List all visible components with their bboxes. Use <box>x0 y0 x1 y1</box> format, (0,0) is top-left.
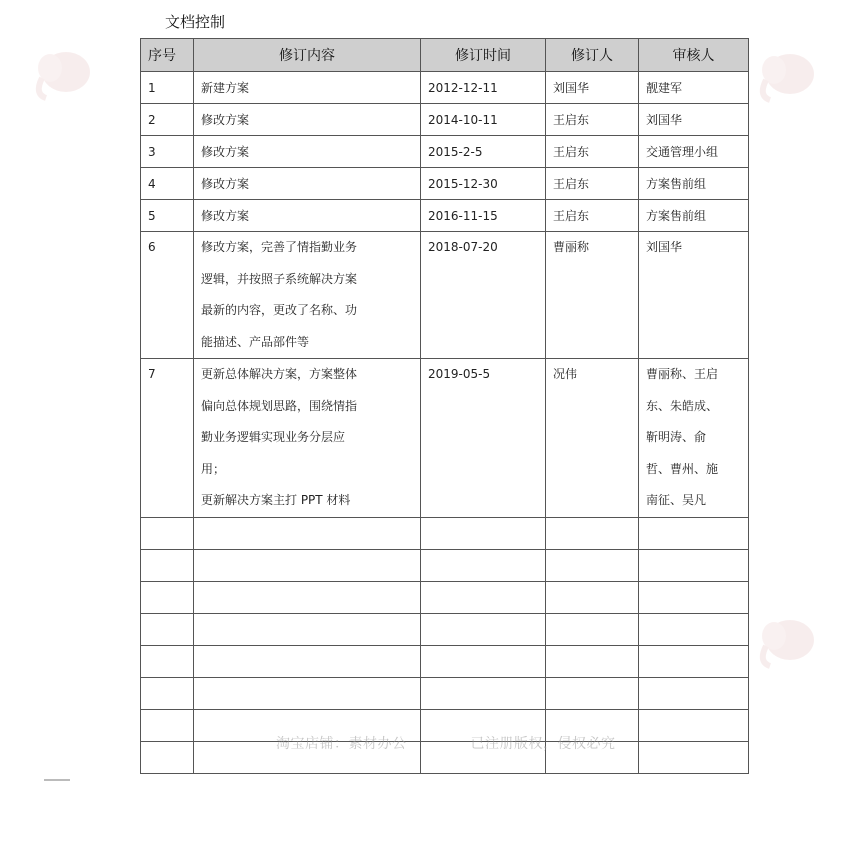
empty-cell <box>546 517 639 549</box>
section-title: 文档控制 <box>165 13 226 31</box>
empty-table-row <box>141 549 749 581</box>
empty-cell <box>141 709 194 741</box>
cell-reviewer <box>639 359 749 518</box>
empty-table-row <box>141 517 749 549</box>
cell-reviewer <box>639 200 749 232</box>
header-no: 序号 <box>141 39 194 72</box>
empty-cell <box>639 517 749 549</box>
cell-content-line: 逻辑，并按照子系统解决方案 <box>201 271 358 286</box>
cell-reviewer <box>639 104 749 136</box>
empty-cell <box>639 613 749 645</box>
elephant-watermark-icon <box>752 606 822 676</box>
empty-cell <box>546 677 639 709</box>
cell-content-line: 修改方案 <box>201 177 250 191</box>
watermark-text <box>276 733 616 753</box>
cell-content <box>194 200 421 232</box>
elephant-watermark-icon <box>28 38 98 108</box>
elephant-watermark-icon <box>752 40 822 110</box>
cell-content-line: 修改方案，完善了情指勤业务 <box>201 240 358 254</box>
empty-cell <box>194 581 421 613</box>
empty-table-row <box>141 613 749 645</box>
cell-reviewer-line: 东、朱皓成、 <box>646 398 719 413</box>
header-reviewer: 审核人 <box>639 39 749 72</box>
cell-no: 5 <box>141 200 194 232</box>
cell-content <box>194 136 421 168</box>
empty-cell <box>639 677 749 709</box>
table-row <box>141 104 749 136</box>
empty-cell <box>194 549 421 581</box>
cell-no: 7 <box>141 359 194 518</box>
cell-reviewer <box>639 232 749 359</box>
cell-date: 2015-12-30 <box>421 168 546 200</box>
table-row <box>141 359 749 518</box>
empty-cell <box>639 645 749 677</box>
empty-cell <box>141 517 194 549</box>
header-date: 修订时间 <box>421 39 546 72</box>
empty-cell <box>421 581 546 613</box>
empty-cell <box>639 581 749 613</box>
empty-cell <box>546 581 639 613</box>
cell-reviser: 曹丽称 <box>546 232 639 359</box>
watermark-shop: 淘宝店铺：素材办公 <box>276 736 407 752</box>
empty-cell <box>141 645 194 677</box>
cell-reviser: 况伟 <box>546 359 639 518</box>
cell-content-line: 更新总体解决方案，方案整体 <box>201 367 358 381</box>
cell-date: 2015-2-5 <box>421 136 546 168</box>
table-row <box>141 232 749 359</box>
empty-cell <box>421 613 546 645</box>
table-row <box>141 136 749 168</box>
cell-content-line: 勤业务逻辑实现业务分层应 <box>201 430 346 444</box>
cell-content-line: 用； <box>201 461 226 476</box>
cell-content-line: 能描述、产品部件等 <box>201 334 310 349</box>
cell-no: 2 <box>141 104 194 136</box>
cell-content <box>194 72 421 104</box>
cell-content <box>194 232 421 359</box>
cell-date: 2016-11-15 <box>421 200 546 232</box>
cell-reviewer <box>639 72 749 104</box>
empty-cell <box>421 549 546 581</box>
empty-table-row <box>141 581 749 613</box>
cell-no: 4 <box>141 168 194 200</box>
cell-reviser: 王启东 <box>546 104 639 136</box>
table-header-row <box>141 39 749 72</box>
cell-no: 6 <box>141 232 194 359</box>
empty-cell <box>546 645 639 677</box>
empty-cell <box>141 741 194 773</box>
cell-date: 2019-05-5 <box>421 359 546 518</box>
empty-table-row <box>141 677 749 709</box>
cell-content-line: 偏向总体规划思路，围绕情指 <box>201 398 358 413</box>
empty-cell <box>194 645 421 677</box>
empty-cell <box>141 613 194 645</box>
cell-content <box>194 168 421 200</box>
cell-reviewer-line: 曹丽称、王启 <box>646 367 719 381</box>
cell-reviewer <box>639 168 749 200</box>
cell-reviewer <box>639 136 749 168</box>
table-row <box>141 72 749 104</box>
cell-reviser: 王启东 <box>546 136 639 168</box>
empty-cell <box>421 677 546 709</box>
empty-cell <box>421 645 546 677</box>
empty-cell <box>194 613 421 645</box>
table-row <box>141 200 749 232</box>
empty-cell <box>141 581 194 613</box>
cell-reviewer-line: 方案售前组 <box>646 209 707 223</box>
cell-reviewer-line: 方案售前组 <box>646 177 707 191</box>
cell-content-line: 修改方案 <box>201 145 250 159</box>
cell-no: 1 <box>141 72 194 104</box>
empty-table-row <box>141 645 749 677</box>
cell-reviser: 王启东 <box>546 168 639 200</box>
header-reviser: 修订人 <box>546 39 639 72</box>
cell-content-line: 修改方案 <box>201 113 250 127</box>
table-row <box>141 168 749 200</box>
cell-reviewer-line: 交通管理小组 <box>646 145 719 159</box>
empty-cell <box>141 677 194 709</box>
empty-cell <box>194 517 421 549</box>
cell-content-line: 最新的内容，更改了名称、功 <box>201 303 358 317</box>
table-body <box>141 72 749 774</box>
cell-reviewer-line: 刘国华 <box>646 113 683 127</box>
cell-date: 2014-10-11 <box>421 104 546 136</box>
cell-content-line: 修改方案 <box>201 209 250 223</box>
cell-reviewer-line: 靓建军 <box>646 81 683 95</box>
empty-cell <box>141 549 194 581</box>
cell-content <box>194 359 421 518</box>
empty-cell <box>639 741 749 773</box>
cell-date: 2018-07-20 <box>421 232 546 359</box>
watermark-copyright: 已注册版权，侵权必究 <box>470 736 616 752</box>
empty-cell <box>546 613 639 645</box>
cell-content-line: 新建方案 <box>201 81 250 95</box>
cell-reviser: 刘国华 <box>546 72 639 104</box>
cell-reviser: 王启东 <box>546 200 639 232</box>
revision-table <box>140 38 749 774</box>
empty-cell <box>639 709 749 741</box>
cell-no: 3 <box>141 136 194 168</box>
cell-date: 2012-12-11 <box>421 72 546 104</box>
header-content: 修订内容 <box>194 39 421 72</box>
divider <box>44 779 70 781</box>
cell-reviewer-line: 哲、曹州、施 <box>646 461 719 476</box>
cell-content <box>194 104 421 136</box>
cell-reviewer-line: 刘国华 <box>646 240 683 254</box>
cell-content-line: 更新解决方案主打 PPT 材料 <box>201 493 351 507</box>
cell-reviewer-line: 南征、吴凡 <box>646 493 707 507</box>
cell-reviewer-line: 靳明涛、俞 <box>646 430 707 444</box>
empty-cell <box>639 549 749 581</box>
empty-cell <box>194 677 421 709</box>
empty-cell <box>546 549 639 581</box>
empty-cell <box>421 517 546 549</box>
